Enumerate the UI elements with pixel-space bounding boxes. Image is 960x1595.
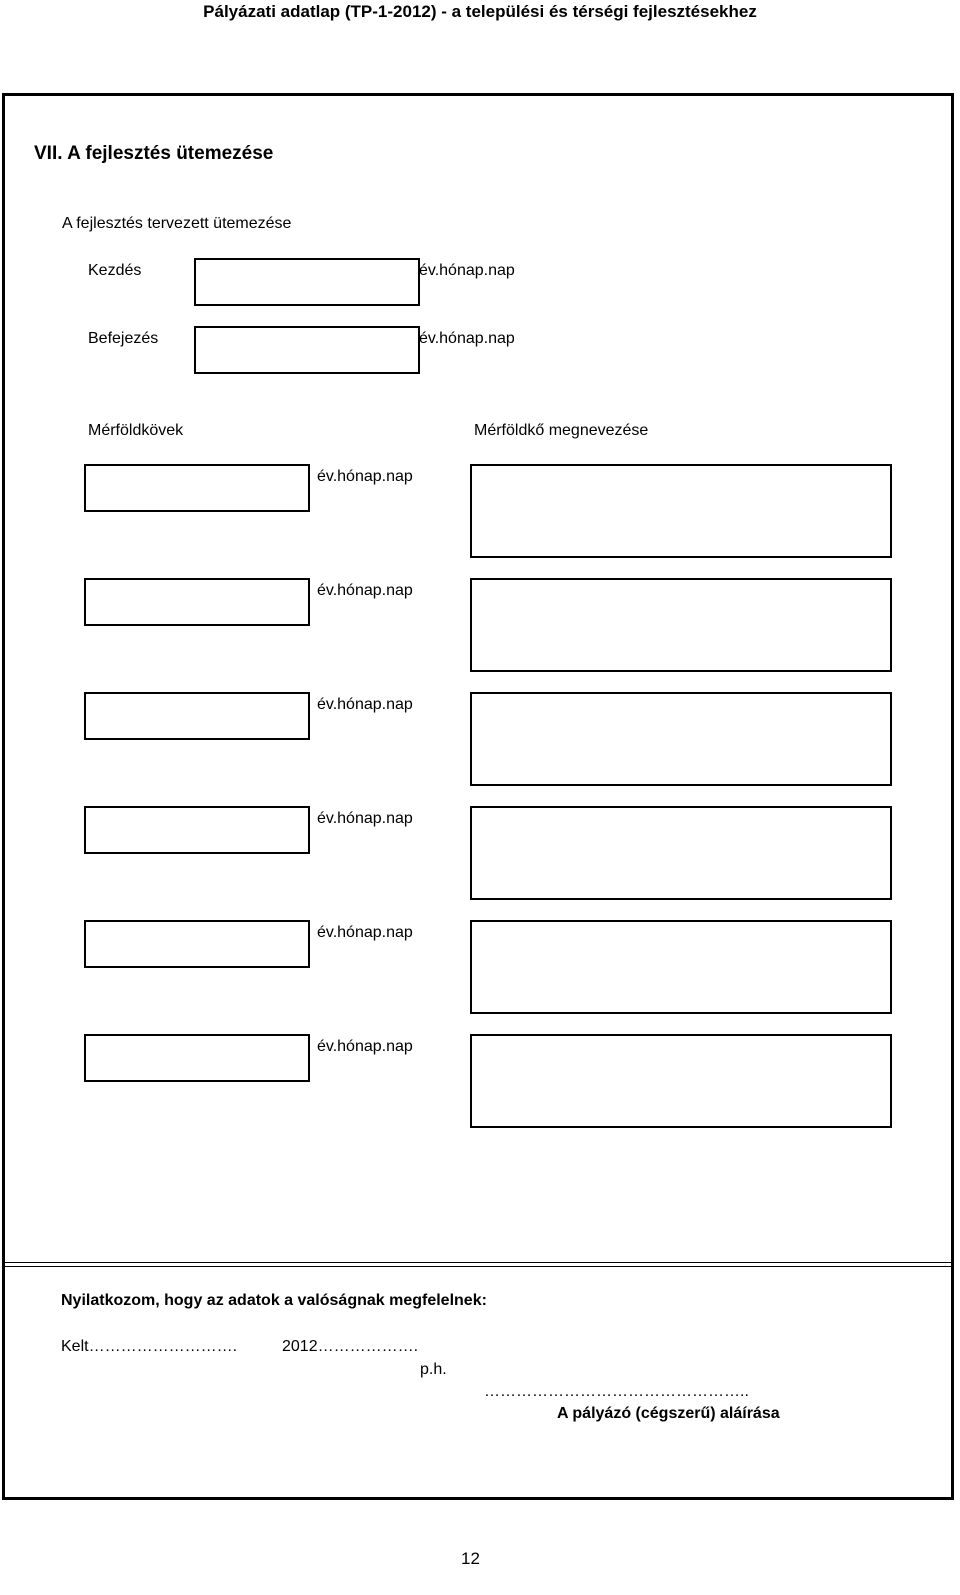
start-label: Kezdés <box>88 262 142 279</box>
start-date-field[interactable] <box>194 258 420 306</box>
milestone-date-field[interactable] <box>84 920 310 968</box>
milestone-name-field[interactable] <box>470 1034 892 1128</box>
document-header-title: Pályázati adatlap (TP-1-2012) - a települési és térségi fejlesztésekhez <box>203 2 757 21</box>
section-title: VII. A fejlesztés ütemezése <box>34 143 274 164</box>
milestone-date-format: év.hónap.nap <box>317 696 413 713</box>
milestone-date-field[interactable] <box>84 578 310 626</box>
end-date-format: év.hónap.nap <box>419 330 515 347</box>
milestone-date-field[interactable] <box>84 806 310 854</box>
milestone-date-field[interactable] <box>84 692 310 740</box>
section-divider <box>2 1262 954 1263</box>
end-label: Befejezés <box>88 330 159 347</box>
milestones-header: Mérföldkövek <box>88 422 184 439</box>
milestone-date-format: év.hónap.nap <box>317 582 413 599</box>
date-field[interactable]: 2012………………. <box>282 1338 419 1355</box>
form-frame <box>2 93 954 1500</box>
milestone-name-header: Mérföldkő megnevezése <box>474 422 649 439</box>
end-date-field[interactable] <box>194 326 420 374</box>
signature-line[interactable]: ………………………………………….. <box>484 1383 749 1400</box>
milestone-date-format: év.hónap.nap <box>317 1038 413 1055</box>
milestone-name-field[interactable] <box>470 806 892 900</box>
section-divider <box>2 1266 954 1267</box>
schedule-subtitle: A fejlesztés tervezett ütemezése <box>62 215 292 232</box>
milestone-date-format: év.hónap.nap <box>317 468 413 485</box>
milestone-name-field[interactable] <box>470 464 892 558</box>
declaration-statement: Nyilatkozom, hogy az adatok a valóságnak megfelelnek: <box>61 1292 487 1309</box>
milestone-date-format: év.hónap.nap <box>317 924 413 941</box>
milestone-name-field[interactable] <box>470 692 892 786</box>
start-date-format: év.hónap.nap <box>419 262 515 279</box>
milestone-date-field[interactable] <box>84 1034 310 1082</box>
milestone-date-format: év.hónap.nap <box>317 810 413 827</box>
page-number: 12 <box>461 1549 480 1568</box>
stamp-label: p.h. <box>420 1361 447 1378</box>
milestone-name-field[interactable] <box>470 578 892 672</box>
milestone-name-field[interactable] <box>470 920 892 1014</box>
milestone-date-field[interactable] <box>84 464 310 512</box>
place-field[interactable]: Kelt………………………. <box>61 1338 238 1355</box>
signature-caption: A pályázó (cégszerű) aláírása <box>557 1405 780 1422</box>
